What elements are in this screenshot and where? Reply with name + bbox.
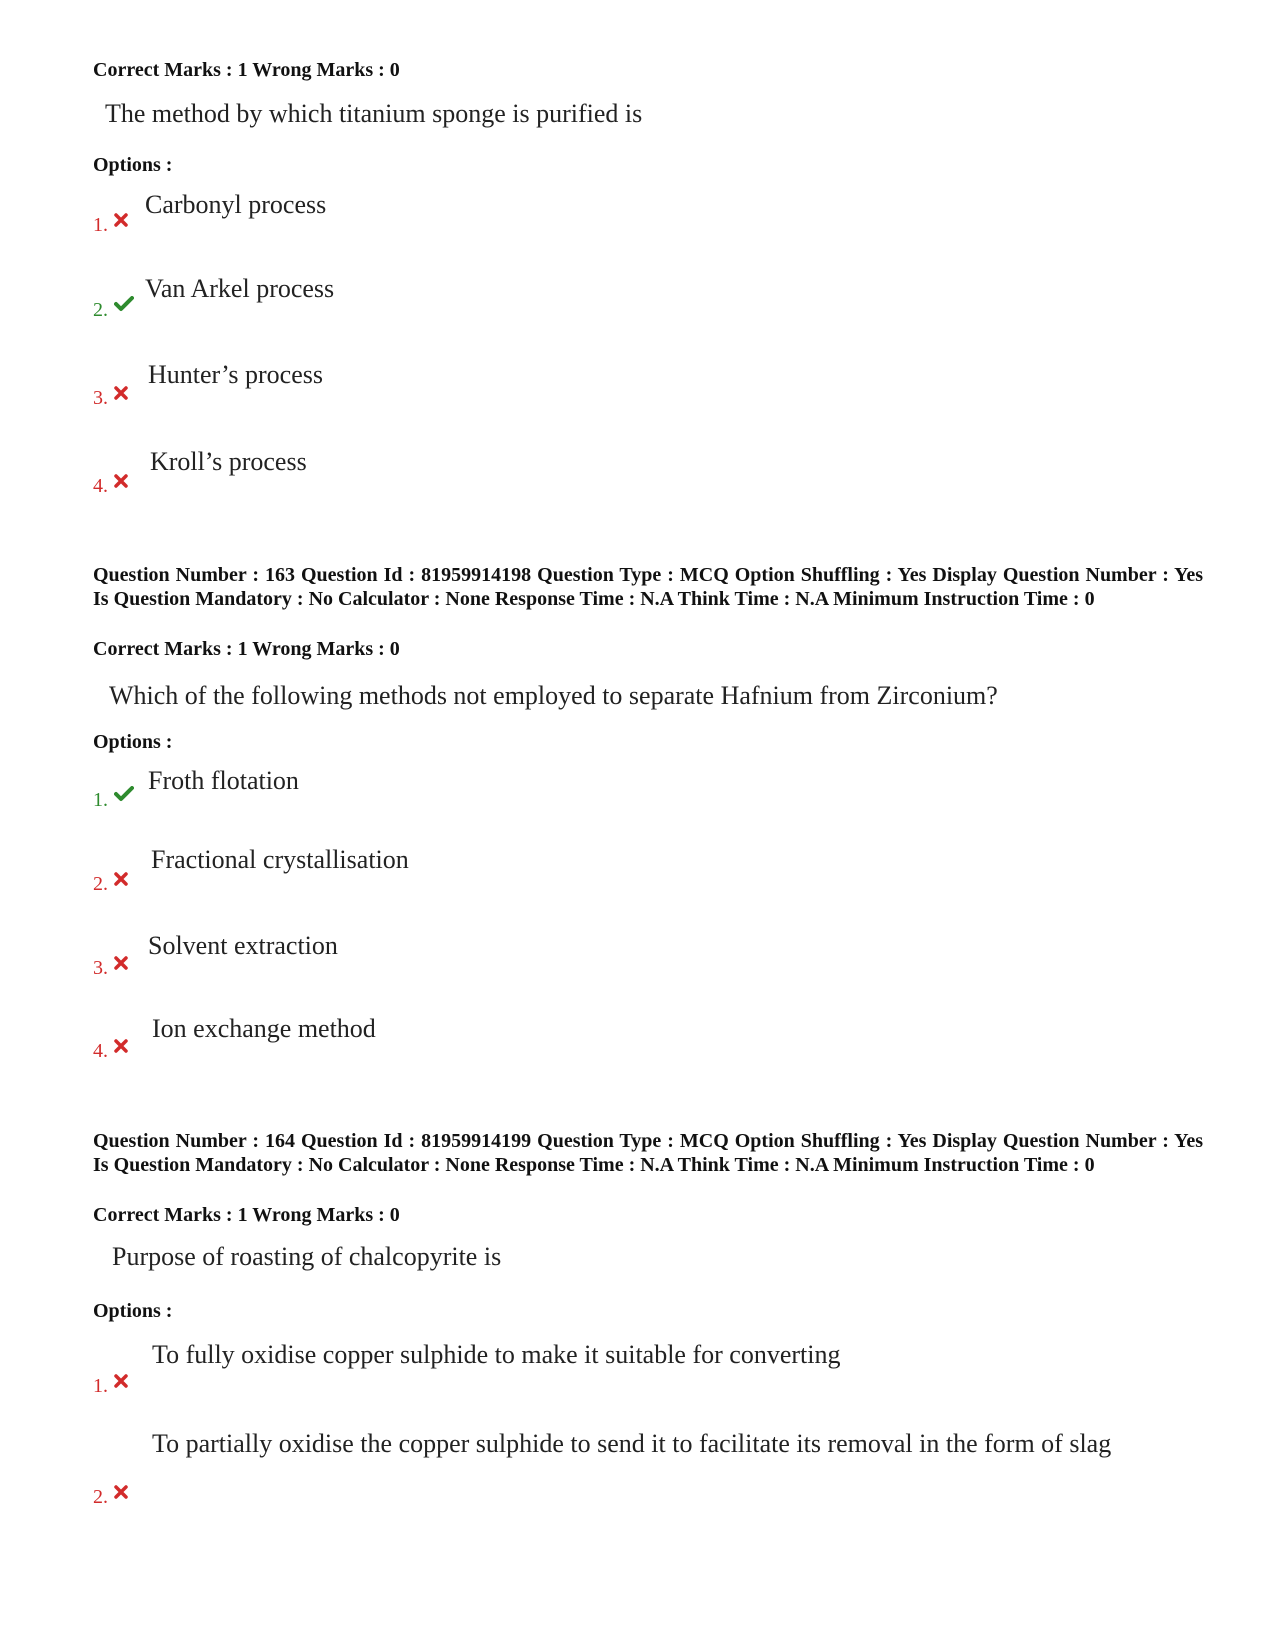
- cross-icon: [114, 1371, 128, 1393]
- check-icon: [114, 785, 134, 807]
- q163-meta: Question Number : 163 Question Id : 81959914198 Question Type : MCQ Option Shuffling : Yes Display Question Number : Yes Is Question Mandatory : No Calculator : None Response Time : N.A Think Time : N.A Minimum Instruction Time : 0: [93, 564, 1203, 610]
- q162-options-label: Options :: [93, 154, 173, 176]
- q163-option-3-text: Solvent extraction: [148, 931, 338, 960]
- q163-option-2-text: Fractional crystallisation: [151, 845, 409, 874]
- q164-marks: Correct Marks : 1 Wrong Marks : 0: [93, 1204, 400, 1226]
- cross-icon: [114, 1036, 128, 1058]
- cross-icon: [114, 953, 128, 975]
- q162-option-1-marker: [93, 214, 128, 236]
- q162-option-3-text: Hunter’s process: [148, 360, 323, 389]
- q163-marks: Correct Marks : 1 Wrong Marks : 0: [93, 638, 400, 660]
- cross-icon: [114, 1482, 128, 1504]
- q164-option-1-marker: [93, 1375, 128, 1397]
- q164-option-1-text: To fully oxidise copper sulphide to make it suitable for converting: [152, 1340, 841, 1369]
- q163-question-text: Which of the following methods not employed to separate Hafnium from Zirconium?: [109, 681, 998, 710]
- option-number: 1.: [93, 1375, 108, 1397]
- q162-option-4-marker: [93, 475, 128, 497]
- q163-options-label: Options :: [93, 731, 173, 753]
- option-number: 1.: [93, 789, 108, 811]
- q163-option-2-marker: [93, 873, 128, 895]
- q162-option-1-text: Carbonyl process: [145, 190, 327, 219]
- q163-option-1-text: Froth flotation: [148, 766, 299, 795]
- q163-option-4-marker: [93, 1040, 128, 1062]
- cross-icon: [114, 471, 128, 493]
- option-number: 4.: [93, 1040, 108, 1062]
- q163-option-3-marker: [93, 957, 128, 979]
- q163-option-1-marker: [93, 789, 134, 811]
- q164-meta: Question Number : 164 Question Id : 81959914199 Question Type : MCQ Option Shuffling : Yes Display Question Number : Yes Is Question Mandatory : No Calculator : None Response Time : N.A Think Time : N.A Minimum Instruction Time : 0: [93, 1130, 1203, 1176]
- q162-option-2-text: Van Arkel process: [145, 274, 335, 303]
- q164-option-2-text: To partially oxidise the copper sulphide to send it to facilitate its removal in the form of slag: [152, 1429, 1112, 1458]
- option-number: 2.: [93, 1486, 108, 1508]
- cross-icon: [114, 383, 128, 405]
- q162-option-3-marker: [93, 387, 128, 409]
- cross-icon: [114, 869, 128, 891]
- check-icon: [114, 295, 134, 317]
- option-number: 3.: [93, 957, 108, 979]
- q164-options-label: Options :: [93, 1300, 173, 1322]
- option-number: 3.: [93, 387, 108, 409]
- q162-option-2-marker: [93, 299, 134, 321]
- option-number: 4.: [93, 475, 108, 497]
- q164-question-text: Purpose of roasting of chalcopyrite is: [112, 1242, 502, 1271]
- q163-option-4-text: Ion exchange method: [152, 1014, 376, 1043]
- q162-option-4-text: Kroll’s process: [150, 447, 307, 476]
- q162-question-text: The method by which titanium sponge is purified is: [105, 99, 643, 128]
- option-number: 1.: [93, 214, 108, 236]
- q162-marks: Correct Marks : 1 Wrong Marks : 0: [93, 59, 400, 81]
- option-number: 2.: [93, 873, 108, 895]
- q164-option-2-marker: [93, 1486, 128, 1508]
- option-number: 2.: [93, 299, 108, 321]
- cross-icon: [114, 210, 128, 232]
